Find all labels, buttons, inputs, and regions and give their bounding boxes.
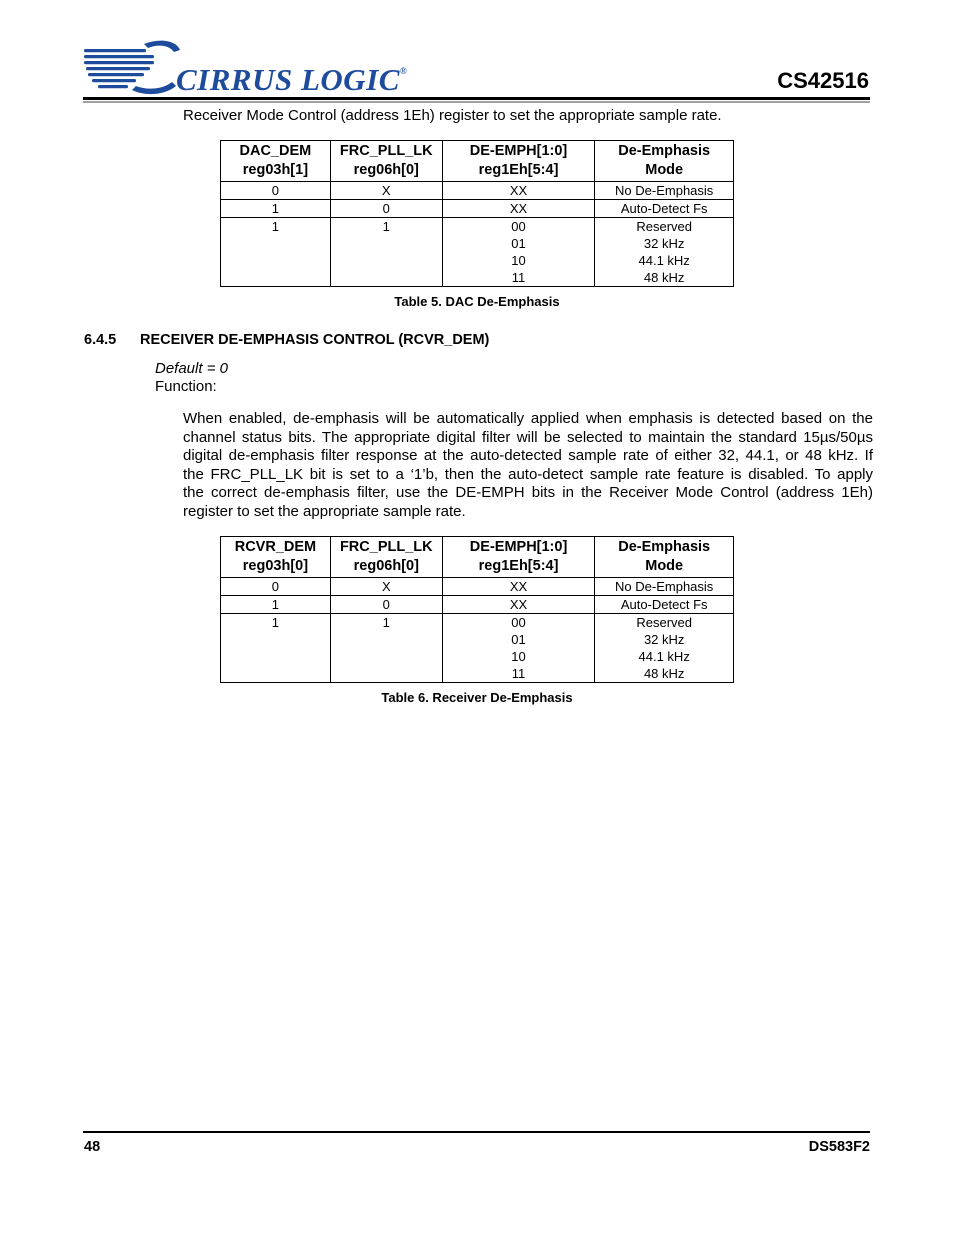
- header-cell: RCVR_DEM reg03h[0]: [221, 537, 331, 578]
- header-cell: DE-EMPH[1:0] reg1Eh[5:4]: [442, 537, 595, 578]
- table-cell: 1: [221, 614, 331, 683]
- table-cell: [442, 614, 595, 683]
- table-cell: 1: [330, 614, 442, 683]
- brand-wordmark: [176, 62, 407, 98]
- cell-line: 48 kHz: [643, 666, 685, 681]
- table-cell: 0: [330, 596, 442, 614]
- table-cell: 1: [221, 596, 331, 614]
- body-line: the FRC_PLL_LK bit is set to a ‘1’b, then the auto-detect sample rate feature is disabled. To apply: [183, 465, 873, 483]
- cell-line: 44.1 kHz: [638, 649, 690, 664]
- table-row: [221, 596, 734, 614]
- table-cell: [595, 200, 734, 218]
- header-cell: De-Emphasis Mode: [595, 141, 734, 182]
- page-number: 48: [84, 1139, 101, 1155]
- brand-name: CIRRUS LOGIC: [176, 62, 400, 97]
- table-cell: 1: [221, 200, 331, 218]
- cell-line: No De-Emphasis: [615, 579, 714, 594]
- table-cell: X: [330, 182, 442, 200]
- table-cell: [442, 182, 595, 200]
- intro-paragraph: Receiver Mode Control (address 1Eh) register to set the appropriate sample rate.: [183, 107, 722, 124]
- body-line: the correct de-emphasis filter, use the DE-EMPH bits in the Receiver Mode Control (address 1Eh): [183, 484, 873, 501]
- table-body: [221, 578, 734, 683]
- cell-line: 32 kHz: [643, 236, 685, 251]
- body-line: digital de-emphasis filter response at the auto-detected sample rate of either 32, 44.1, or 48 kHz. If: [183, 447, 873, 464]
- header-cell: DAC_DEM reg03h[1]: [221, 141, 331, 182]
- cell-line: XX: [509, 201, 528, 216]
- table-receiver-de-emphasis: [220, 536, 734, 683]
- default-value: Default = 0: [155, 360, 228, 377]
- table-cell: [595, 218, 734, 287]
- cell-line: 10: [511, 253, 526, 268]
- table-row: [221, 218, 734, 287]
- table-row: [221, 200, 734, 218]
- table-cell: 0: [221, 182, 331, 200]
- cell-line: Auto-Detect Fs: [620, 597, 708, 612]
- table-cell: [595, 614, 734, 683]
- table-cell: 1: [221, 218, 331, 287]
- table-cell: [442, 200, 595, 218]
- table-header-row: [221, 141, 734, 182]
- function-label: Function:: [155, 378, 217, 395]
- table-row: [221, 614, 734, 683]
- table-cell: [595, 578, 734, 596]
- table-dac-de-emphasis: [220, 140, 734, 287]
- cell-line: 01: [511, 236, 526, 251]
- table-row: [221, 182, 734, 200]
- table-cell: 0: [221, 578, 331, 596]
- table-cell: [595, 596, 734, 614]
- cell-line: XX: [509, 579, 528, 594]
- cell-line: Reserved: [636, 615, 692, 630]
- table-cell: [442, 578, 595, 596]
- header-cell: FRC_PLL_LK reg06h[0]: [330, 537, 442, 578]
- section-body: [183, 410, 873, 521]
- table-cell: X: [330, 578, 442, 596]
- section-heading: [84, 332, 489, 348]
- doc-id: DS583F2: [808, 1139, 870, 1155]
- cell-line: XX: [509, 183, 528, 198]
- cell-line: 32 kHz: [643, 632, 685, 647]
- table-cell: 0: [330, 200, 442, 218]
- cell-line: 01: [511, 632, 526, 647]
- registered-mark: ®: [399, 66, 408, 76]
- body-line: register to set the appropriate sample rate.: [183, 502, 466, 520]
- cell-line: 11: [511, 270, 526, 285]
- table-cell: [442, 218, 595, 287]
- cell-line: 10: [511, 649, 526, 664]
- section-title: RECEIVER DE-EMPHASIS CONTROL (RCVR_DEM): [140, 332, 490, 348]
- cell-line: 44.1 kHz: [638, 253, 690, 268]
- table-body: [221, 182, 734, 287]
- table-header-row: [221, 537, 734, 578]
- table-cell: [595, 182, 734, 200]
- cell-line: Auto-Detect Fs: [620, 201, 708, 216]
- body-line: When enabled, de-emphasis will be automatically applied when emphasis is detected based on the: [183, 410, 873, 427]
- table-row: [221, 578, 734, 596]
- cell-line: 00: [511, 615, 526, 630]
- footer-rule: [83, 1131, 870, 1133]
- cell-line: Reserved: [636, 219, 692, 234]
- cell-line: 00: [511, 219, 526, 234]
- table5-caption: Table 5. DAC De-Emphasis: [394, 294, 560, 309]
- header-rule-shadow: [83, 101, 870, 103]
- header-cell: FRC_PLL_LK reg06h[0]: [330, 141, 442, 182]
- cell-line: XX: [509, 597, 528, 612]
- table-cell: 1: [330, 218, 442, 287]
- cell-line: 11: [511, 666, 526, 681]
- body-line: channel status bits. The appropriate digital filter will be selected to maintain the standard 15µs/50µs: [183, 428, 873, 446]
- doc-title: CS42516: [777, 68, 869, 93]
- table6-caption: Table 6. Receiver De-Emphasis: [381, 690, 573, 705]
- header-rule: [83, 97, 870, 100]
- table-cell: [442, 596, 595, 614]
- header-cell: De-Emphasis Mode: [595, 537, 734, 578]
- cell-line: 48 kHz: [643, 270, 685, 285]
- header-cell: DE-EMPH[1:0] reg1Eh[5:4]: [442, 141, 595, 182]
- cell-line: No De-Emphasis: [615, 183, 714, 198]
- section-number: 6.4.5: [84, 332, 117, 348]
